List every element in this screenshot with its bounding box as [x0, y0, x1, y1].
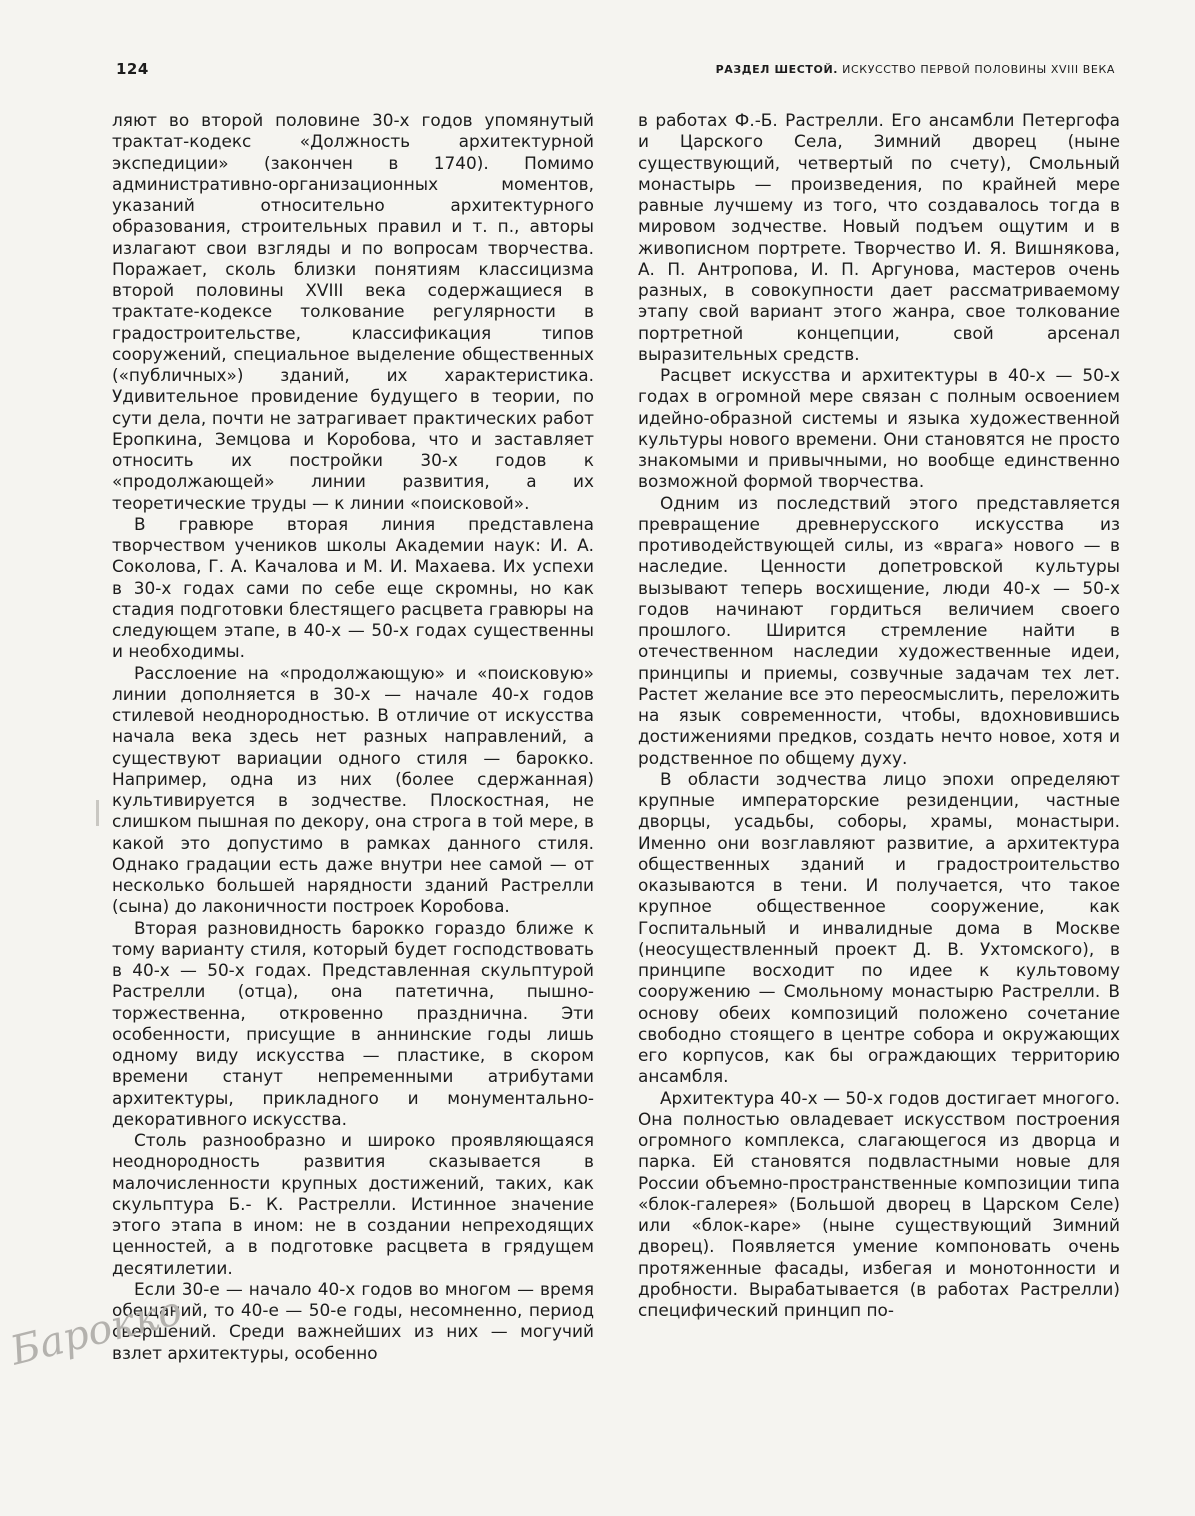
paragraph: В области зодчества лицо эпохи определяют крупные императорские резиденции, частные дворцы, усадьбы, соборы, храмы, монастыри. Именно они возглавляют развитие, а архитектура общественных зданий и градостроительство оказываются в тени. И получается, что такое крупное общественное сооружение, как Госпитальный и инвалидные дома в Москве (неосуществленный проект Д. В. Ухтомского), в принципе восходит по идее к культовому сооружению — Смольному монастырю Растрелли. В основу обеих композиций положено сочетание свободно стоящего в центре собора и окружающих его корпусов, как бы ограждающих территорию ансамбля. — [638, 768, 1120, 1087]
page-header — [116, 54, 1115, 84]
paragraph: Расцвет искусства и архитектуры в 40-х — 50-х годах в огромной мере связан с полным освоением идейно-образной системы и языка художественной культуры нового времени. Они становятся не просто знакомыми и привычными, но вообще единственно возможной формой творчества. — [638, 365, 1120, 492]
paragraph: Расслоение на «продолжающую» и «поисковую» линии дополняется в 30-х — начале 40-х годов стилевой неоднородностью. В отличие от искусства начала века здесь нет разных направлений, а существуют вариации одного стиля — барокко. Например, одна из них (более сдержанная) культивируется в зодчестве. Плоскостная, не слишком пышная по декору, она строга в той мере, в какой это допустимо в рамках данного стиля. Однако градации есть даже внутри нее самой — от несколько большей нарядности зданий Растрелли (сына) до лаконичности построек Коробова. — [112, 662, 594, 917]
paragraph: Одним из последствий этого представляется превращение древнерусского искусства из противодействующей силы, из «врага» нового — в наследие. Ценности допетровской культуры вызывают теперь восхищение, люди 40-х — 50-х годов начинают гордиться величием своего прошлого. Ширится стремление найти в отечественном наследии художественные идеи, принципы и приемы, созвучные задачам тех лет. Растет желание все это переосмыслить, переложить на язык современности, чтобы, вдохновившись достижениями предков, создать нечто новое, хотя и родственное по общему духу. — [638, 492, 1120, 768]
handwritten-margin-note: Барокко — [6, 1287, 187, 1375]
paragraph: ляют во второй половине 30-х годов упомянутый трактат-кодекс «Должность архитектурной экспедиции» (закончен в 1740). Помимо административно-организационных моментов, указаний относительно архитектурного образования, строительных правил и т. п., авторы излагают свои взгляды и по вопросам творчества. Поражает, сколь близки понятиям классицизма второй половины XVIII века содержащиеся в трактате-кодексе толкование регулярности в градостроительстве, классификация типов сооружений, специальное выделение общественных («публичных») зданий, их характеристика. Удивительное провидение будущего в теории, по сути дела, почти не затрагивает практических работ Еропкина, Земцова и Коробова, что и заставляет относить их постройки 30-х годов к «продолжающей» линии развития, а их теоретические труды — к линии «поисковой». — [112, 110, 594, 513]
paragraph: Если 30-е — начало 40-х годов во многом — время обещаний, то 40-е — 50-е годы, несомненно, период свершений. Среди важнейших из них — могучий взлет архитектуры, особенно — [112, 1278, 594, 1363]
running-head-title: ИСКУССТВО ПЕРВОЙ ПОЛОВИНЫ XVIII ВЕКА — [838, 62, 1115, 76]
paragraph: Столь разнообразно и широко проявляющаяся неоднородность развития сказывается в малочисленности крупных достижений, таких, как скульптура Б.- К. Растрелли. Истинное значение этого этапа в ином: не в создании непреходящих ценностей, а в подготовке расцвета в грядущем десятилетии. — [112, 1130, 594, 1278]
running-head — [716, 63, 1115, 76]
page-number: 124 — [116, 60, 149, 78]
paragraph: Вторая разновидность барокко гораздо ближе к тому варианту стиля, который будет господствовать в 40-х — 50-х годах. Представленная скульптурой Растрелли (отца), она патетична, пышно-торжественна, откровенно празднична. Эти особенности, присущие в аннинские годы лишь одному виду искусства — пластике, в скором времени станут непременными атрибутами архитектуры, прикладного и монументально-декоративного искусства. — [112, 917, 594, 1129]
right-column — [638, 110, 1120, 1321]
left-column — [112, 110, 594, 1364]
paragraph: Архитектура 40-х — 50-х годов достигает многого. Она полностью овладевает искусством построения огромного комплекса, слагающегося из дворца и парка. Ей становятся подвластными новые для России объемно-пространственные композиции типа «блок-галерея» (Большой дворец в Царском Селе) или «блок-каре» (ныне существующий Зимний дворец). Появляется умение компоновать очень протяженные фасады, избегая и монотонности и дробности. Вырабатывается (в работах Растрелли) специфический принцип по- — [638, 1087, 1120, 1320]
paragraph: в работах Ф.-Б. Растрелли. Его ансамбли Петергофа и Царского Села, Зимний дворец (ныне существующий, четвертый по счету), Смольный монастырь — произведения, по крайней мере равные лучшему из того, что создавалось тогда в мировом зодчестве. Новый подъем ощутим и в живописном портрете. Творчество И. Я. Вишнякова, А. П. Антропова, И. П. Аргунова, мастеров очень разных, в совокупности дает рассматриваемому этапу свой вариант этого жанра, свое толкование портретной концепции, свой арсенал выразительных средств. — [638, 110, 1120, 364]
pencil-mark — [96, 800, 99, 826]
paragraph: В гравюре вторая линия представлена творчеством учеников школы Академии наук: И. А. Соколова, Г. А. Качалова и М. И. Махаева. Их успехи в 30-х годах сами по себе еще скромны, но как стадия подготовки блестящего расцвета гравюры на следующем этапе, в 40-х — 50-х годах существенны и необходимы. — [112, 513, 594, 662]
running-head-section: РАЗДЕЛ ШЕСТОЙ. — [715, 62, 839, 76]
